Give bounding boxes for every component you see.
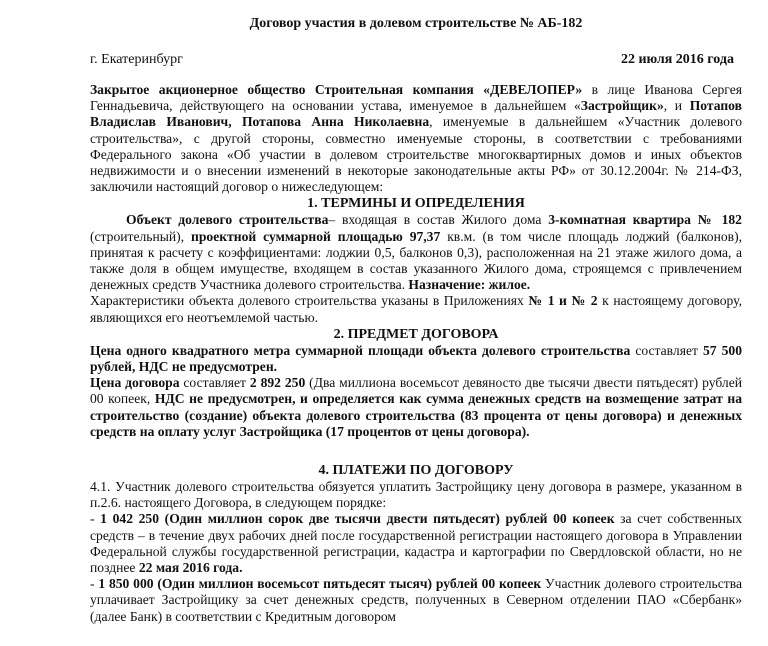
contract-date: 22 июля 2016 года (620, 52, 734, 67)
spacer (90, 440, 742, 462)
document-title: Договор участия в долевом строительстве № АБ-182 (249, 16, 583, 31)
section-2-heading: 2. ПРЕДМЕТ ДОГОВОРА (333, 326, 499, 342)
contract-page (90, 10, 742, 625)
intro-paragraph: Закрытое акционерное общество Строительная компания «ДЕВЕЛОПЕР» в лице Иванова Сергея Геннадьевича, действующего на основании устава, именуемое в дальнейшем «Застройщик», и Потапов Владислав Иванович, Потапова Анна Николаевна, именуемые в дальнейшем «Участник долевого строительства», с другой стороны, совместно именуемые стороны, в соответствии с требованиями Федерального закона «Об участии в долевом строительстве многоквартирных домов и иных объектов недвижимости и о внесении изменений в некоторые законодательные акты РФ» от 30.12.2004г. № 214-ФЗ, заключили настоящий договор о нижеследующем: (90, 82, 742, 195)
section-4-payment-2: - 1 850 000 (Один миллион восемьсот пятьдесят тысяч) рублей 00 копеек Участник долевого строительства уплачивает Застройщику за счет денежных средств, полученных в Северном отделении ПАО «Сбербанк» (далее Банк) в соответствии с Кредитным договором (90, 576, 742, 624)
section-1-object-paragraph: Объект долевого строительства– входящая в состав Жилого дома 3-комнатная квартира № 182 (строительный), проектной суммарной площадью 97,37 кв.м. (в том числе площадь лоджий (балконов), принятая к расчету с коэффициентами: лоджии 0,5, балконов 0,3), расположенная на 21 этаже жилого дома, а также доля в общем имуществе, входящем в состав указанного Жилого дома, строящемся с привлечением денежных средств Участника долевого строительства. Назначение: жилое. (90, 212, 742, 293)
section-4-heading: 4. ПЛАТЕЖИ ПО ДОГОВОРУ (318, 463, 514, 479)
section-2-contract-price-paragraph: Цена договора составляет 2 892 250 (Два миллиона восемьсот девяносто две тысячи двести пятьдесят) рублей 00 копеек, НДС не предусмотрен, и определяется как сумма денежных средств на возмещение затрат на строительство (создание) объекта долевого строительства (83 процента от цены договора) и денежных средств на оплату услуг Застройщика (17 процентов от цены договора). (90, 375, 743, 439)
section-4-payment-1: - 1 042 250 (Один миллион сорок две тысячи двести пятьдесят) рублей 00 копеек за счет собственных средств – в течение двух рабочих дней после государственной регистрации настоящего договора в Управлении Федеральной службы государственной регистрации, кадастра и картографии по Свердловской области, но не позднее 22 мая 2016 года. (90, 511, 742, 576)
city: г. Екатеринбург (90, 52, 183, 67)
section-4-clause-4-1: 4.1. Участник долевого строительства обязуется уплатить Застройщику цену договора в размере, указанном в п.2.6. настоящего Договора, в следующем порядке: (90, 479, 742, 511)
place-date-row (90, 52, 742, 72)
section-2-price-sqm-paragraph: Цена одного квадратного метра суммарной площади объекта долевого строительства составляет 57 500 рублей, НДС не предусмотрен. (90, 342, 742, 375)
section-1-characteristics-paragraph: Характеристики объекта долевого строительства указаны в Приложениях № 1 и № 2 к настоящему договору, являющихся его неотъемлемой частью. (90, 293, 742, 325)
section-1-heading: 1. ТЕРМИНЫ И ОПРЕДЕЛЕНИЯ (307, 196, 525, 212)
